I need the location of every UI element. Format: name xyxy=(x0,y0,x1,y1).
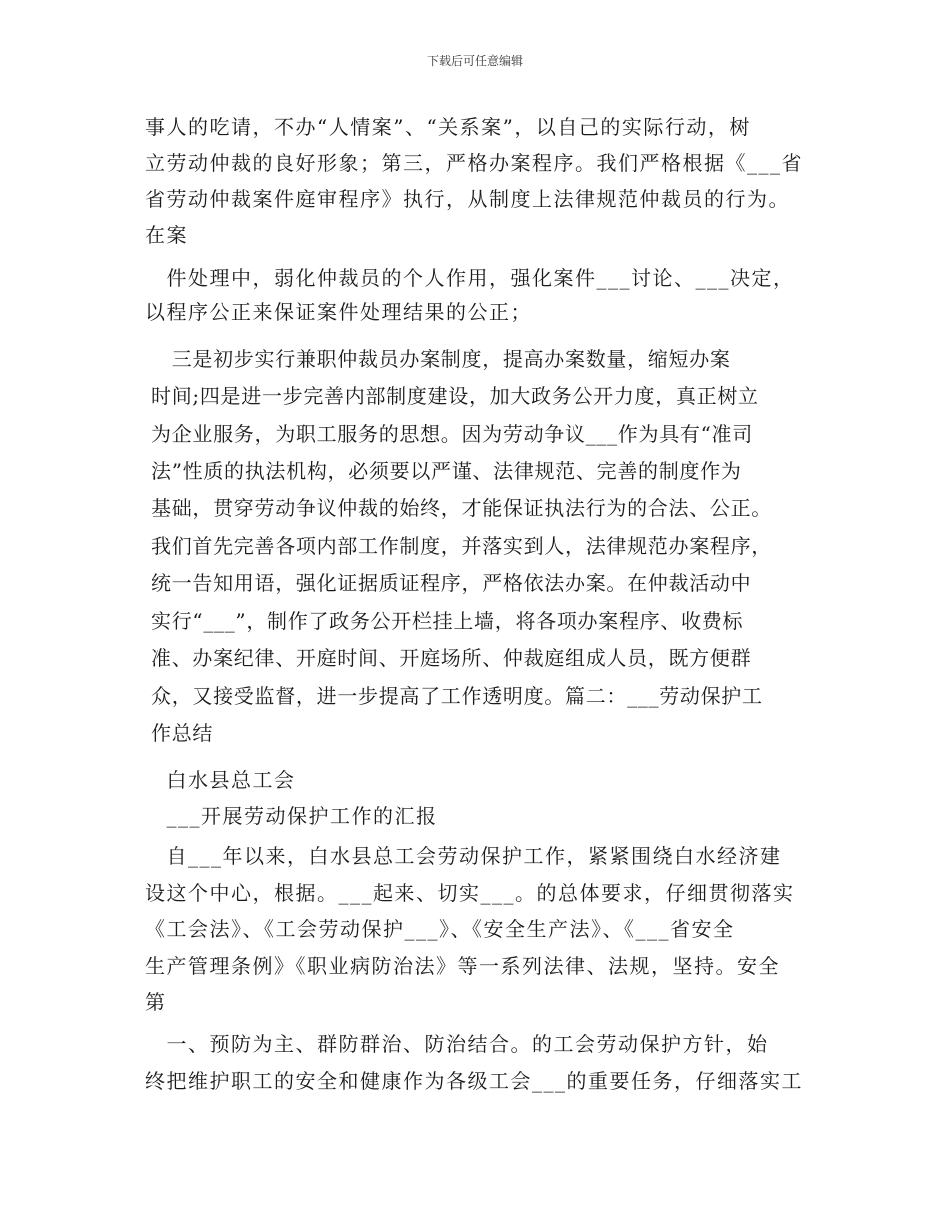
text-line: 基础，贯穿劳动争议仲裁的始终，才能保证执法行为的合法、公正。 xyxy=(151,496,772,520)
text-line: 在案 xyxy=(145,223,188,247)
text-line: 众，又接受监督，进一步提高了工作透明度。篇二：___劳动保护工 xyxy=(151,684,763,708)
text-line: ___开展劳动保护工作的汇报 xyxy=(145,804,438,828)
text-line: 以程序公正来保证案件处理结果的公正； xyxy=(145,300,532,324)
text-line: 立劳动仲裁的良好形象；第三，严格办案程序。我们严格根据《___省 xyxy=(145,151,803,175)
text-line: 时间;四是进一步完善内部制度建设，加大政务公开力度，真正树立 xyxy=(151,384,759,408)
text-line: 第 xyxy=(145,990,167,1014)
text-line: 实行“___”，制作了政务公开栏挂上墙，将各项办案程序、收费标 xyxy=(151,609,744,633)
text-line: 自___年以来，白水县总工会劳动保护工作，紧紧围绕白水经济建 xyxy=(145,844,782,868)
text-line: 《工会法》、《工会劳动保护___》、《安全生产法》、《___省安全 xyxy=(145,917,735,941)
text-line: 设这个中心，根据。___起来、切实___。的总体要求，仔细贯彻落实 xyxy=(145,881,795,905)
text-line: 法”性质的执法机构，必须要以严谨、法律规范、完善的制度作为 xyxy=(151,459,742,483)
text-line: 三是初步实行兼职仲裁员办案制度，提高办案数量，缩短办案 xyxy=(151,347,731,371)
text-line: 为企业服务，为职工服务的思想。因为劳动争议___作为具有“准司 xyxy=(151,422,753,446)
text-line: 件处理中，弱化仲裁员的个人作用，强化案件___讨论、___决定， xyxy=(145,266,795,290)
text-line: 白水县总工会 xyxy=(145,768,296,792)
text-line: 统一告知用语，强化证据质证程序，严格依法办案。在仲裁活动中 xyxy=(151,571,752,595)
text-line: 我们首先完善各项内部工作制度，并落实到人，法律规范办案程序， xyxy=(151,534,772,558)
text-line: 事人的吃请，不办“人情案”、“关系案”，以自己的实际行动，树 xyxy=(145,115,751,139)
text-line: 生产管理条例》《职业病防治法》等一系列法律、法规，坚持。安全 xyxy=(145,954,780,978)
text-line: 作总结 xyxy=(151,721,214,745)
text-line: 准、办案纪律、开庭时间、开庭场所、仲裁庭组成人员，既方便群 xyxy=(151,646,752,670)
text-line: 终把维护职工的安全和健康作为各级工会___的重要任务，仔细落实工 xyxy=(145,1069,803,1093)
page-header: 下载后可任意编辑 xyxy=(426,54,523,68)
text-line: 一、预防为主、群防群治、防治结合。的工会劳动保护方针，始 xyxy=(145,1032,769,1056)
text-line: 省劳动仲裁案件庭审程序》执行，从制度上法律规范仲裁员的行为。 xyxy=(145,187,790,211)
